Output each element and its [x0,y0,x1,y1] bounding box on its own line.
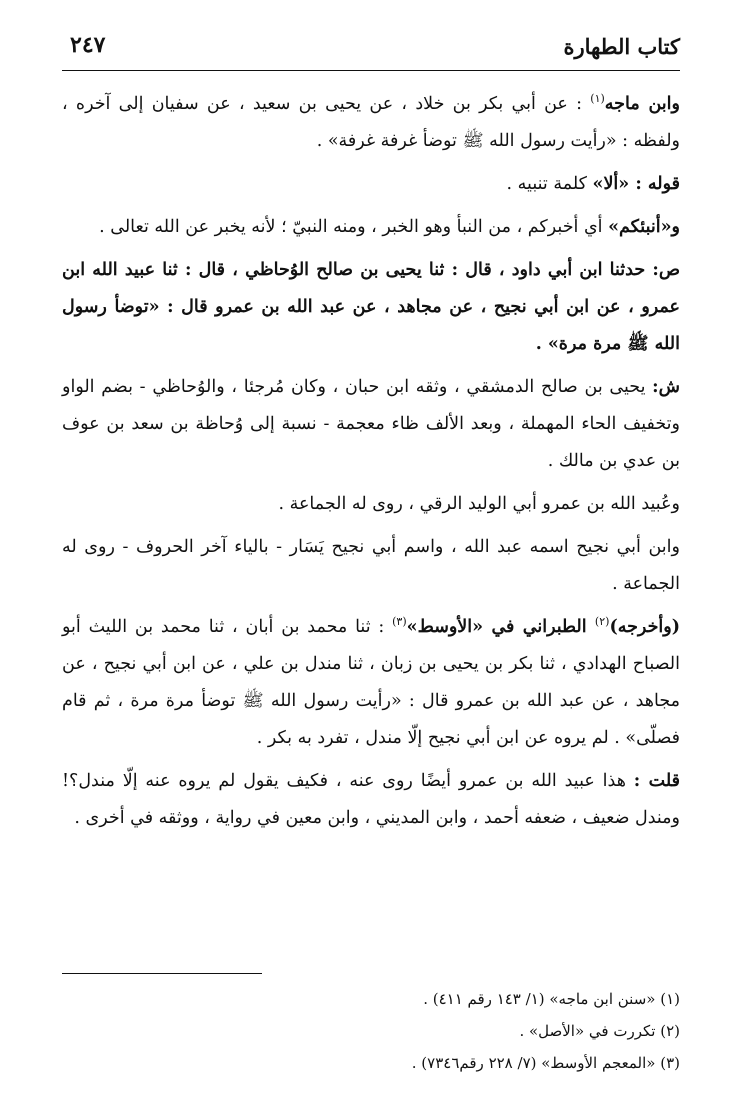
text-run: الطبراني في «الأوسط» [406,617,595,637]
paragraph [62,209,680,246]
paragraph [62,166,680,203]
text-run: و«أنبئكم» [608,217,680,237]
chapter-title: كتاب الطهارة [563,34,680,59]
footnote-3: (٣) «المعجم الأوسط» (٧/ ٢٢٨ رقم٧٣٤٦) . [411,1054,680,1072]
text-run: يحيى بن صالح الدمشقي ، وثقه ابن حبان ، وكان مُرجئا ، والوُحاظي - بضم الواو وتخفيف الحاء المهملة ، وبعد الألف ظاء معجمة - نسبة إلى وُحاظة بن سعد بن عوف بن عدي بن مالك . [62,377,680,471]
paragraph [62,86,680,160]
footnotes [62,983,680,1079]
text-run: قوله : «ألا» [592,174,680,194]
footnote-1: (١) «سنن ابن ماجه» (١/ ١٤٣ رقم ٤١١) . [423,990,680,1008]
book-page [62,28,680,1098]
paragraph [62,763,680,837]
paragraph [62,529,680,603]
page-number: ٢٤٧ [70,32,106,58]
text-run: ش: [652,377,680,397]
text-run: ص: حدثنا ابن أبي داود ، قال : ثنا يحيى بن صالح الوُحاظي ، قال : ثنا عبيد الله ابن عمرو ، عن ابن أبي نجيح ، عن مجاهد ، عن عبد الله بن عمرو قال : «توضأ رسول الله ﷺ مرة مرة» . [62,260,680,354]
footnote-ref: (٢) [594,615,610,629]
text-run: كلمة تنبيه . [506,174,593,194]
text-run: هذا عبيد الله بن عمرو أيضًا روى عنه ، فكيف يقول لم يروه عنه إلّا مندل؟! ومندل ضعيف ، ضعفه أحمد ، وابن المديني ، وابن معين في رواية ، ووثقه في أخرى . [62,771,680,828]
paragraph [62,252,680,363]
text-run: وابن أبي نجيح اسمه عبد الله ، واسم أبي نجيح يَسَار - بالياء آخر الحروف - روى له الجماعة . [62,537,680,594]
paragraph [62,609,680,757]
text-run: : عن أبي بكر بن خلاد ، عن يحيى بن سعيد ، عن سفيان إلى آخره ، ولفظه : «رأيت رسول الله ﷺ توضأ غرفة غرفة» . [62,94,680,151]
text-run: وعُبيد الله بن عمرو أبي الوليد الرقي ، روى له الجماعة . [278,494,680,514]
text-run: أي أخبركم ، من النبأ وهو الخبر ، ومنه النبيّ ؛ لأنه يخبر عن الله تعالى . [99,217,609,237]
text-run: (وأخرجه) [609,617,680,637]
footnote-ref: (٣) [392,615,407,629]
footnote-divider [62,973,262,974]
page-header [62,28,680,71]
main-text [62,86,680,843]
paragraph [62,486,680,523]
footnote-2: (٢) تكررت في «الأصل» . [519,1022,680,1040]
footnote-ref: (١) [590,92,605,106]
paragraph [62,369,680,480]
text-run: : ثنا محمد بن أبان ، ثنا محمد بن الليث أبو الصباح الهدادي ، ثنا بكر بن يحيى بن زبان ، ثنا مندل بن علي ، عن ابن أبي نجيح ، عن مجاهد ، عن عبد الله بن عمرو قال : «رأيت رسول الله ﷺ توضأ مرة مرة ، ثم قام فصلّى» . لم يروه عن ابن أبي نجيح إلّا مندل ، تفرد به بكر . [62,617,680,748]
text-run: وابن ماجه [604,94,680,114]
text-run: قلت : [633,771,680,791]
